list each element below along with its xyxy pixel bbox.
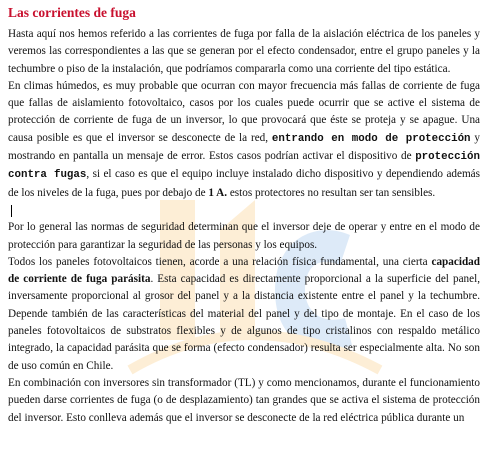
p4-text-c: . Esta capacidad es directamente proporcional a la superficie del panel, inversamente proporcional al grosor del panel y a la distancia existente entre el panel y la techumbre. Depende también de las características del material del panel y del tipo de montaje. En el caso de los paneles fotovoltaicos de substratos flexibles y de algunos de tipo cristalinos con respaldo metálico integrado, la capacidad parásita que se forma (efecto condensador) resulta ser especialmente alta. No son de uso común en Chile. — [8, 273, 480, 372]
paragraph-3: Por lo general las normas de seguridad determinan que el inversor deje de operar y entre en el modo de protección para garantizar la seguridad de las personas y los equipos. — [8, 221, 480, 251]
document-title: Las corrientes de fuga — [8, 5, 136, 20]
paragraph-5: En combinación con inversores sin transformador (TL) y como mencionamos, durante el funcionamiento pueden darse corrientes de fuga (o de desplazamiento) tan grandes que se activa el sistema de protección del inversor. Esto conlleva además que el inversor se desconecte de la red eléctrica pública durante un — [8, 376, 480, 424]
paragraph-1: Hasta aquí nos hemos referido a las corrientes de fuga por falla de la aislación eléctrica de los paneles y veremos las correspondientes a las que se generan por el efecto condensador, entre el grupo paneles y la techumbre o piso de la instalación, que podríamos compararla como una corriente del tipo estática. — [8, 28, 480, 75]
text-cursor — [11, 205, 12, 217]
p4-text-a: Todos los paneles fotovoltaicos tienen, acorde a una relación física fundamental, una cierta — [8, 255, 432, 268]
paragraph-4 — [8, 254, 480, 375]
p2-text-g: estos protectores no resultan ser tan sensibles. — [227, 186, 436, 199]
p2-bold-current: 1 A. — [208, 186, 228, 199]
p4-bold-parasitic-capacity: capacidad de corriente de fuga parásita — [8, 255, 480, 286]
empty-line-with-cursor[interactable] — [8, 202, 480, 219]
p2-bold-protection-mode: entrando en modo de protección — [271, 132, 471, 145]
p2-text-e: , si el caso es que el equipo incluye instalado dicho dispositivo y dependiendo además de los niveles de la fuga, pues por debajo de — [8, 168, 480, 199]
p2-text-a: En climas húmedos, es muy probable que ocurran con mayor frecuencia más fallas de corriente de fuga que fallas de aislamiento fotovoltaico, casos por los cuales puede ocurrir que se active el sistema de protección de corriente de fuga de un inversor, lo que provocará que éste se proteja y se apague. Una causa posible es que el inversor se desconecte de la red, — [8, 79, 480, 144]
paragraph-2 — [8, 78, 480, 202]
p2-bold-leak-protection: protección contra fugas — [8, 151, 480, 182]
p2-text-c: y mostrando en pantalla un mensaje de error. Estos casos podrían activar el dispositivo de — [8, 131, 480, 163]
